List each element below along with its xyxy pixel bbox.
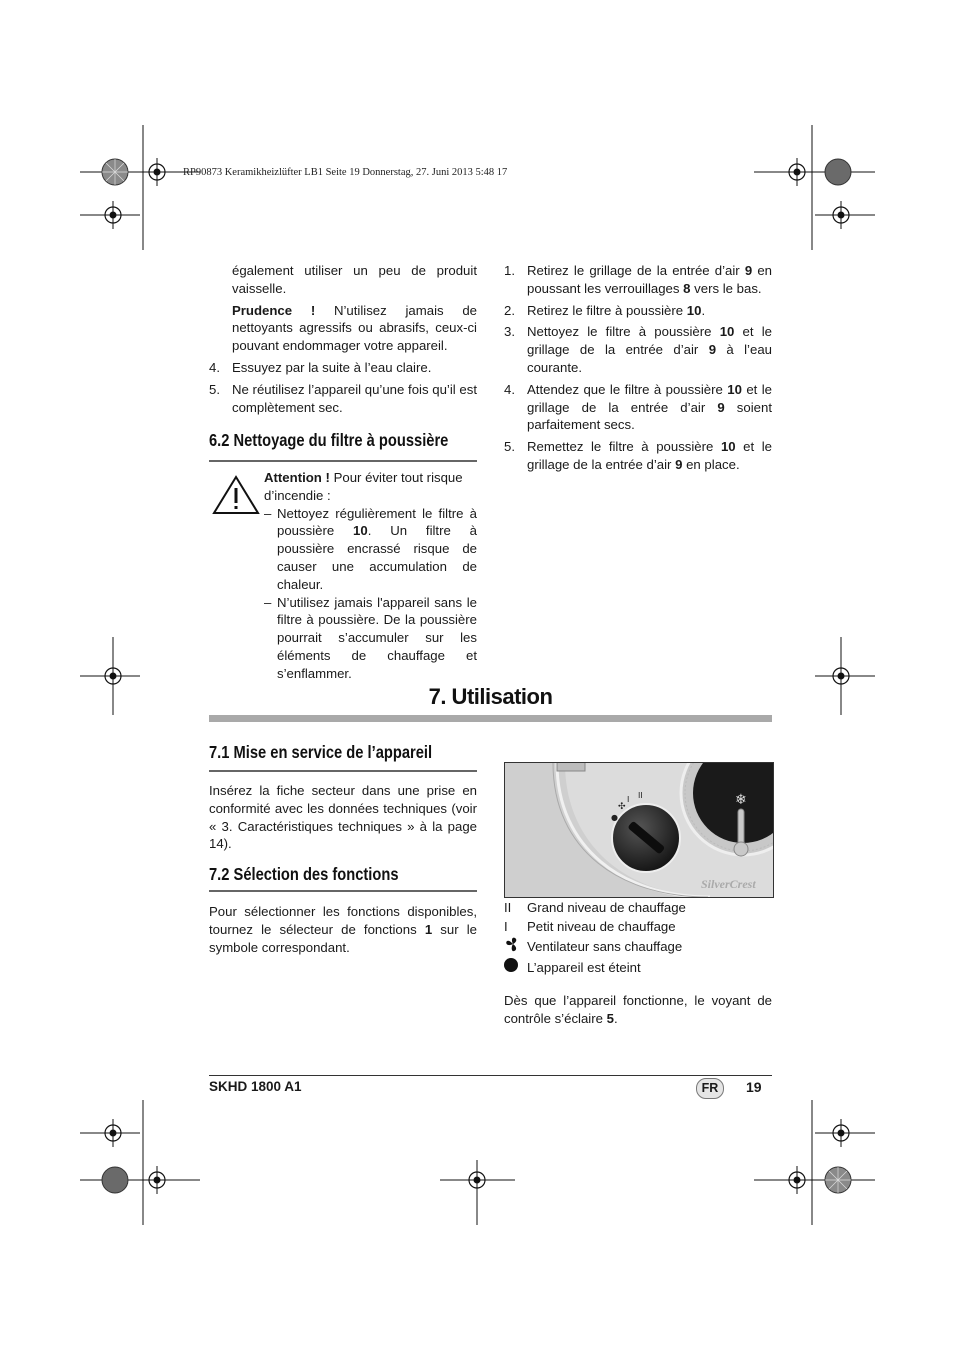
footer-rule bbox=[209, 1075, 772, 1076]
legend-text: Grand niveau de chauffage bbox=[527, 900, 686, 915]
brand-logo: SilverCrest bbox=[701, 877, 756, 891]
list-item: 4. Essuyez par la suite à l’eau claire. bbox=[209, 359, 477, 377]
footer-model: SKHD 1800 A1 bbox=[209, 1079, 302, 1094]
prudence-note bbox=[232, 302, 477, 355]
legend-item bbox=[504, 936, 772, 957]
list-item: – N’utilisez jamais l'appareil sans le filtre à poussière. De la poussière pourrait s’accumuler sur les éléments de chauffage et s’enflammer. bbox=[264, 594, 477, 681]
prudence-label: Prudence ! bbox=[232, 302, 316, 318]
section-7-1-heading bbox=[209, 742, 477, 772]
attention-text: Pour éviter tout risque d’incendie : bbox=[264, 470, 463, 503]
section-6-2-heading bbox=[209, 430, 477, 462]
legend-text: L’appareil est éteint bbox=[527, 960, 641, 975]
print-header: RP90873 Keramikheizlüfter LB1 Seite 19 Donnerstag, 27. Juni 2013 5:48 17 bbox=[183, 167, 508, 178]
dial-mark-I: I bbox=[627, 795, 630, 804]
section-7-2-text: Pour sélectionner les fonctions disponibles, tournez le sélecteur de fonctions 1 sur le symbole correspondant. bbox=[209, 904, 477, 955]
legend-item bbox=[504, 957, 772, 978]
section-7-1-text: Insérez la fiche secteur dans une prise en conformité avec les données techniques (voir « 3. Caractéristiques techniques » à la page 14). bbox=[209, 783, 477, 852]
bullet-text: Nettoyez régulièrement le filtre à poussière 10. Un filtre à poussière encrassé risque de causer une accumulation de chaleur. bbox=[277, 505, 477, 592]
section-title: 6.2 Nettoyage du filtre à poussière bbox=[209, 430, 449, 450]
list-item: 1. Retirez le grillage de la entrée d’air 9 en poussant les verrouillages 8 vers le bas. bbox=[504, 263, 772, 296]
chapter-title: 7. Utilisation bbox=[428, 684, 553, 709]
legend bbox=[504, 898, 772, 978]
page-number: 19 bbox=[746, 1079, 762, 1095]
prudence-text: N’utilisez jamais de nettoyants agressifs ou abrasifs, ceux-ci pouvant endommager votre appareil. bbox=[232, 302, 477, 354]
step-text: Essuyez par la suite à l’eau claire. bbox=[232, 359, 432, 375]
dial-off-mark: ● bbox=[611, 813, 618, 822]
status-text: Dès que l’appareil fonctionne, le voyant de contrôle s’éclaire 5. bbox=[504, 993, 772, 1026]
right-column bbox=[504, 262, 772, 478]
section-title: 7.1 Mise en service de l’appareil bbox=[209, 742, 433, 762]
attention-note bbox=[264, 469, 477, 505]
warning-block bbox=[264, 469, 477, 683]
control-panel-illustration bbox=[505, 763, 773, 897]
off-dot-icon bbox=[504, 957, 522, 973]
dial-fan-mark: ✣ bbox=[618, 802, 626, 812]
list-item: 5. Remettez le filtre à poussière 10 et le grillage de la entrée d’air 9 en place. bbox=[504, 439, 772, 472]
list-item: 4. Attendez que le filtre à poussière 10 et le grillage de la entrée d’air 9 soient parfaitement secs. bbox=[504, 381, 772, 433]
list-item: – Nettoyez régulièrement le filtre à poussière 10. Un filtre à poussière encrassé risque de causer une accumulation de chaleur. bbox=[264, 505, 477, 592]
chapter-rule bbox=[209, 715, 772, 722]
legend-text: Ventilateur sans chauffage bbox=[527, 939, 683, 954]
list-item: 5. Ne réutilisez l’appareil qu’une fois qu’il est complètement sec. bbox=[209, 381, 477, 415]
attention-label: Attention ! bbox=[264, 470, 330, 485]
legend-text: Petit niveau de chauffage bbox=[527, 919, 676, 934]
warning-triangle-icon bbox=[211, 474, 261, 516]
legend-item: II Grand niveau de chauffage bbox=[504, 900, 686, 915]
section-title: 7.2 Sélection des fonctions bbox=[209, 864, 399, 884]
section-7-2-heading bbox=[209, 864, 477, 892]
continued-text: également utiliser un peu de produit vaisselle. bbox=[232, 263, 477, 296]
bullet-text: N’utilisez jamais l'appareil sans le filtre à poussière. De la poussière pourrait s’accumuler sur les éléments de chauffage et s’enflammer. bbox=[277, 594, 477, 681]
step-text: Ne réutilisez l’appareil qu’une fois qu’il est complètement sec. bbox=[232, 381, 477, 415]
snowflake-icon: ❄ bbox=[735, 792, 747, 808]
dial-mark-II: II bbox=[638, 791, 643, 800]
language-badge: FR bbox=[696, 1078, 724, 1099]
fan-icon bbox=[504, 936, 522, 952]
list-item: 2. Retirez le filtre à poussière 10. bbox=[504, 302, 706, 318]
list-item: 3. Nettoyez le filtre à poussière 10 et le grillage de la entrée d’air 9 à l’eau courante. bbox=[504, 324, 772, 375]
left-column bbox=[209, 262, 477, 420]
legend-item: I Petit niveau de chauffage bbox=[504, 919, 676, 934]
control-panel-figure bbox=[504, 762, 774, 898]
